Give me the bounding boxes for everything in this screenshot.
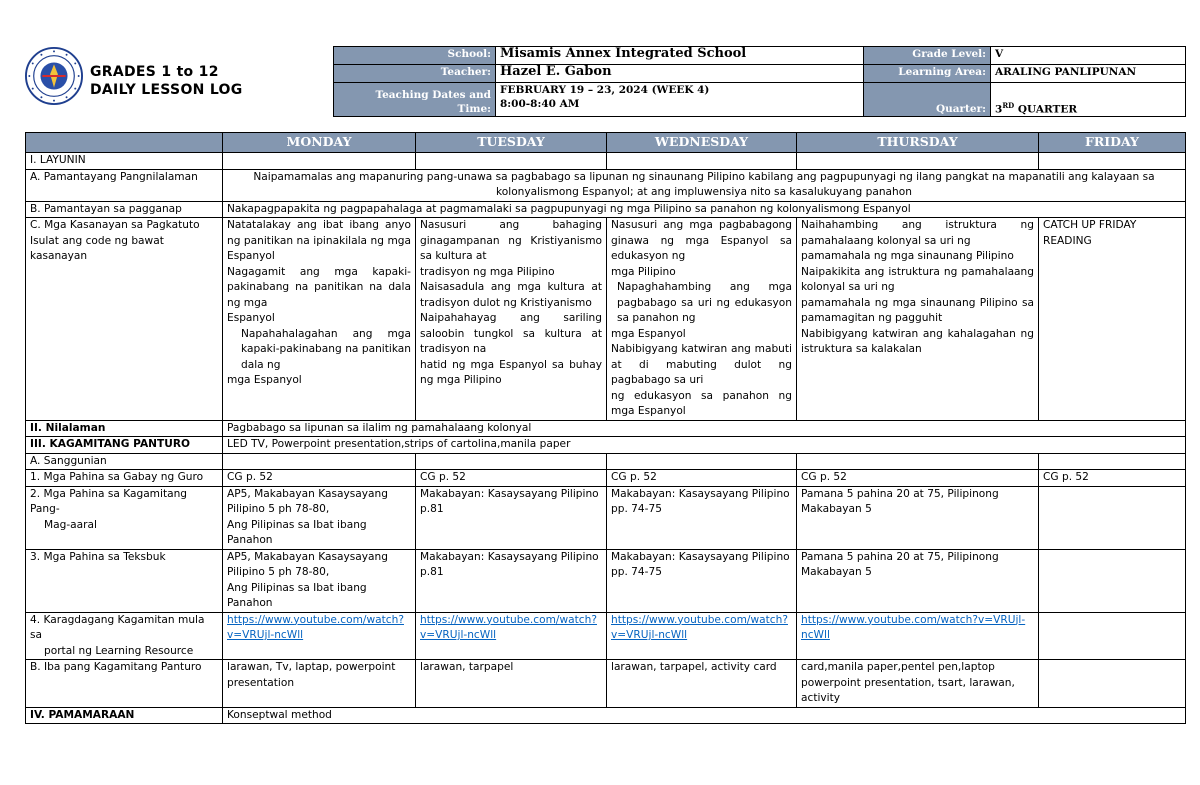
school-label: School: [334,47,496,65]
kasanayan-label-line1: C. Mga Kasanayan sa Pagkatuto [30,219,200,231]
iba-monday: larawan, Tv, laptap, powerpoint presentation [223,660,416,708]
row-kagamitan [26,437,1186,454]
kasanayan-monday-line: Espanyol [227,312,275,324]
empty-cell [1039,453,1186,470]
kasanayan-wednesday [607,218,797,421]
pamantayan-sa-pagganap-label: B. Pamantayan sa pagganap [26,201,223,218]
kagamitang-mag-aaral-line1: 2. Mga Pahina sa Kagamitang Pang- [30,487,188,515]
row-iba-pang-kagamitan [26,660,1186,708]
school-value: Misamis Annex Integrated School [496,47,864,65]
row-pamamaraan [26,707,1186,724]
empty-cell [416,453,607,470]
kasanayan-wednesday-line: ng edukasyon sa panahon ng mga Espanyol [611,389,792,417]
iba-tuesday: larawan, tarpapel [416,660,607,708]
gabay-guro-wednesday: CG p. 52 [607,470,797,487]
row-kasanayan [26,218,1186,421]
teaching-dates-value [496,83,864,117]
nilalaman-text: Pagbabago sa lipunan sa ilalim ng pamahalaang kolonyal [223,420,1186,437]
kasanayan-tuesday-line: hatid ng mga Espanyol sa buhay ng mga Pilipino [420,358,602,386]
mag-aaral-tuesday: Makabayan: Kasaysayang Pilipino p.81 [416,486,607,549]
kasanayan-wednesday-line: mga Pilipino [611,265,676,278]
row-nilalaman [26,420,1186,437]
blank-header-cell [26,133,223,153]
empty-cell [797,453,1039,470]
empty-cell [1039,486,1186,549]
kasanayan-friday: CATCH UP FRIDAY READING [1039,218,1186,421]
link-cell-wednesday [607,612,797,660]
learning-area-value: ARALING PANLIPUNAN [991,65,1186,83]
kasanayan-tuesday-line: Naipahahayag ang sariling saloobin tungkol sa kultura at tradisyon na [420,312,602,355]
empty-cell [1039,153,1186,170]
youtube-link-monday[interactable] [227,613,411,644]
kasanayan-thursday-line: Naipakikita ang istruktura ng pamahalaang kolonyal sa uri ng [801,265,1034,293]
row-layunin [26,153,1186,170]
kasanayan-tuesday-line: tradisyon ng mga Pilipino [420,265,555,278]
teaching-dates-line1: FEBRUARY 19 – 23, 2024 (WEEK 4) [500,84,710,96]
youtube-link-wednesday[interactable] [611,613,792,644]
mag-aaral-monday [223,486,416,549]
empty-cell [1039,612,1186,660]
kasanayan-label-line2: Isulat ang code ng bawat kasanayan [30,234,164,262]
day-wednesday: WEDNESDAY [607,133,797,153]
link-text-part[interactable]: https://www.youtube.com/watch? [227,613,404,626]
empty-cell [223,453,416,470]
mag-aaral-monday-line: Ang Pilipinas sa Ibat ibang Panahon [227,518,367,546]
kasanayan-monday-line: Nagagamit ang mga kapaki-pakinabang na panitikan na dala ng mga [227,265,411,309]
kasanayan-thursday-line: pamamahala ng mga sinaunang Pilipino [801,250,1014,262]
row-gabay-guro [26,470,1186,487]
teacher-label: Teacher: [334,65,496,83]
quarter-number: 3 [995,103,1003,115]
empty-cell [1039,549,1186,612]
title-line-grades: GRADES 1 to 12 [90,64,219,80]
day-header-row [26,133,1186,153]
link-cell-tuesday [416,612,607,660]
lesson-log-table [25,132,1186,724]
kasanayan-label [26,218,223,421]
row-pamantayan-sa-pagganap [26,201,1186,218]
pamamaraan-text: Konseptwal method [223,707,1186,724]
gabay-guro-monday: CG p. 52 [223,470,416,487]
kasanayan-monday-line: mga Espanyol [227,374,302,386]
kasanayan-wednesday-line: Napaghahambing ang mga pagbabago sa uri ng edukasyon sa panahon ng [617,281,792,324]
sanggunian-label: A. Sanggunian [26,453,223,470]
day-friday: FRIDAY [1039,133,1186,153]
teaching-dates-label-line1: Teaching Dates and [375,89,491,101]
kasanayan-monday-line: Natatalakay ang ibat ibang anyo ng panitikan na ipinakilala ng mga Espanyol [227,219,411,262]
deped-seal-logo [25,47,83,105]
kagamitan-label: III. KAGAMITANG PANTURO [26,437,223,454]
empty-cell [797,153,1039,170]
kasanayan-tuesday-line: Nasusuri ang bahaging ginagampanan ng Kristiyanismo sa kultura at [420,219,602,262]
mag-aaral-wednesday: Makabayan: Kasaysayang Pilipino pp. 74-75 [607,486,797,549]
gabay-guro-friday: CG p. 52 [1039,470,1186,487]
link-text-part[interactable]: v=VRUjl-ncWll [611,629,688,641]
kagamitang-mag-aaral-line2: Mag-aaral [44,518,97,531]
link-cell-thursday [797,612,1039,660]
link-text-part[interactable]: https://www.youtube.com/watch? [611,613,788,626]
teksbuk-wednesday: Makabayan: Kasaysayang Pilipino pp. 74-75 [607,549,797,612]
iba-pang-label: B. Iba pang Kagamitang Panturo [26,660,223,708]
row-teksbuk [26,549,1186,612]
kasanayan-tuesday [416,218,607,421]
quarter-label: Quarter: [864,83,991,117]
day-monday: MONDAY [223,133,416,153]
mag-aaral-monday-line: AP5, Makabayan Kasaysayang Pilipino 5 ph 78-80, [227,487,388,515]
youtube-link-thursday[interactable] [801,613,1034,644]
teksbuk-tuesday: Makabayan: Kasaysayang Pilipino p.81 [416,549,607,612]
kasanayan-monday-line: Napahahalagahan ang mga kapaki-pakinabang na panitikan dala ng [241,327,411,371]
teacher-value: Hazel E. Gabon [496,65,864,83]
nilalaman-label: II. Nilalaman [26,420,223,437]
teaching-dates-label [334,83,496,117]
teksbuk-monday [223,549,416,612]
empty-cell [223,153,416,170]
empty-cell [416,153,607,170]
gabay-guro-tuesday: CG p. 52 [416,470,607,487]
link-cell-monday [223,612,416,660]
empty-cell [607,153,797,170]
kasanayan-thursday [797,218,1039,421]
grade-level-value: V [991,47,1186,65]
quarter-value [991,83,1186,117]
kagamitan-text: LED TV, Powerpoint presentation,strips of cartolina,manila paper [223,437,1186,454]
row-kagamitang-mag-aaral [26,486,1186,549]
iba-wednesday: larawan, tarpapel, activity card [607,660,797,708]
karagdagang-line2: portal ng Learning Resource [44,644,194,657]
quarter-text: QUARTER [1014,103,1078,115]
kasanayan-thursday-line: Naihahambing ang istruktura ng pamahalaang kolonyal sa uri ng [801,219,1034,247]
empty-cell [1039,660,1186,708]
pamamaraan-label: IV. PAMAMARAAN [26,707,223,724]
teaching-dates-line2: 8:00-8:40 AM [500,98,580,110]
layunin-label: I. LAYUNIN [26,153,223,170]
kasanayan-wednesday-line: Nabibigyang katwiran ang mabuti at di mabuting dulot ng pagbabago sa uri [611,343,792,386]
teksbuk-thursday: Pamana 5 pahina 20 at 75, Pilipinong Makabayan 5 [797,549,1039,612]
link-text-part[interactable]: v=VRUjl-ncWll [227,629,304,641]
teksbuk-label: 3. Mga Pahina sa Teksbuk [26,549,223,612]
kasanayan-thursday-line: Nabibigyang katwiran ang kahalagahan ng istruktura sa kalakalan [801,327,1034,355]
title-line-dll: DAILY LESSON LOG [90,82,243,98]
row-karagdagang-kagamitan [26,612,1186,660]
kasanayan-monday [223,218,416,421]
link-text-part[interactable]: https://www.youtube.com/watch?v=VRUjl- [801,613,1026,626]
pamantayang-pangnilalaman-text: Naipamamalas ang mapanuring pang-unawa sa pagbabago sa lipunan ng sinaunang Pilipino kabilang ang pagpupunyagi ng ilang pangkat na mapanatili ang kalayaan sa kolonyalismong Espanyol; at ang impluwensiya nito sa kasalukuyang panahon [223,169,1186,201]
empty-cell [607,453,797,470]
kasanayan-wednesday-line: mga Espanyol [611,327,686,340]
row-pamantayang-pangnilalaman [26,169,1186,201]
teaching-dates-label-line2: Time: [457,103,491,115]
kasanayan-thursday-line: pamamahala ng mga sinaunang Pilipino sa pamamagitan ng pagguhit [801,296,1034,324]
day-tuesday: TUESDAY [416,133,607,153]
youtube-link-tuesday[interactable] [420,613,602,644]
row-sanggunian [26,453,1186,470]
kagamitang-mag-aaral-label [26,486,223,549]
day-thursday: THURSDAY [797,133,1039,153]
gabay-guro-thursday: CG p. 52 [797,470,1039,487]
learning-area-label: Learning Area: [864,65,991,83]
pamantayang-pangnilalaman-label: A. Pamantayang Pangnilalaman [26,169,223,201]
karagdagang-line1: 4. Karagdagang Kagamitan mula sa [30,613,205,641]
grade-level-label: Grade Level: [864,47,991,65]
teksbuk-monday-line: Ang Pilipinas sa Ibat ibang Panahon [227,581,367,609]
link-text-part[interactable]: ncWll [801,629,830,641]
link-text-part[interactable]: v=VRUjl-ncWll [420,629,497,641]
iba-thursday: card,manila paper,pentel pen,laptop powerpoint presentation, tsart, larawan, activity [797,660,1039,708]
document-title [90,63,243,99]
kasanayan-tuesday-line: Naisasadula ang mga kultura at tradisyon dulot ng Kristiyanismo [420,281,602,309]
quarter-suffix: RD [1002,100,1015,110]
link-text-part[interactable]: https://www.youtube.com/watch? [420,613,597,626]
teksbuk-monday-line: AP5, Makabayan Kasaysayang Pilipino 5 ph 78-80, [227,550,388,578]
gabay-guro-label: 1. Mga Pahina sa Gabay ng Guro [26,470,223,487]
pamantayan-sa-pagganap-text: Nakapagpapakita ng pagpapahalaga at pagmamalaki sa pagpupunyagi ng mga Pilipino sa panahon ng kolonyalismong Espanyol [223,201,1186,218]
header-info-table [333,46,1186,117]
mag-aaral-thursday: Pamana 5 pahina 20 at 75, Pilipinong Makabayan 5 [797,486,1039,549]
kasanayan-wednesday-line: Nasusuri ang mga pagbabagong ginawa ng mga Espanyol sa edukasyon ng [611,219,792,262]
karagdagang-kagamitan-label [26,612,223,660]
